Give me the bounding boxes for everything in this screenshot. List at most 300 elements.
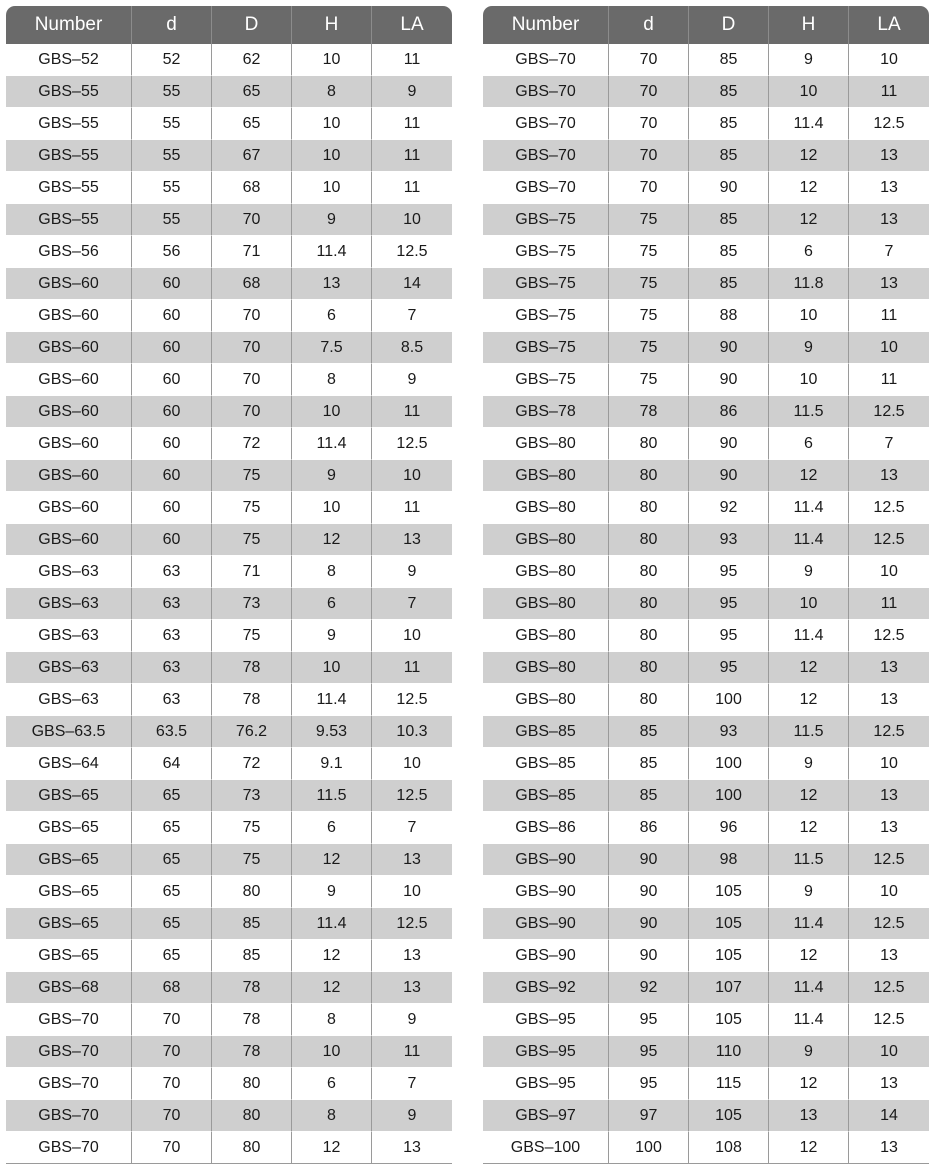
cell-d-outer: 96 (689, 812, 769, 844)
cell-d-inner: 64 (132, 748, 212, 780)
cell-number: GBS–80 (483, 428, 609, 460)
cell-number: GBS–63.5 (6, 716, 132, 748)
cell-number: GBS–56 (6, 236, 132, 268)
cell-d-inner: 75 (609, 364, 689, 396)
cell-d-outer: 70 (212, 332, 292, 364)
cell-number: GBS–75 (483, 236, 609, 268)
cell-d-outer: 75 (212, 620, 292, 652)
header-d-outer: D (689, 6, 769, 44)
cell-number: GBS–80 (483, 556, 609, 588)
cell-number: GBS–70 (6, 1100, 132, 1132)
table-row (6, 844, 452, 876)
cell-h: 10 (292, 492, 372, 524)
cell-h: 12 (769, 172, 849, 204)
cell-d-outer: 107 (689, 972, 769, 1004)
cell-d-inner: 70 (609, 44, 689, 76)
table-row (6, 460, 452, 492)
cell-number: GBS–90 (483, 844, 609, 876)
cell-number: GBS–75 (483, 332, 609, 364)
cell-d-inner: 55 (132, 108, 212, 140)
cell-d-outer: 90 (689, 364, 769, 396)
cell-d-outer: 105 (689, 1004, 769, 1036)
table-row (6, 908, 452, 940)
table-row (483, 364, 929, 396)
cell-number: GBS–63 (6, 556, 132, 588)
table-row (483, 76, 929, 108)
cell-h: 12 (292, 844, 372, 876)
cell-d-inner: 60 (132, 364, 212, 396)
cell-d-outer: 92 (689, 492, 769, 524)
cell-d-inner: 75 (609, 268, 689, 300)
cell-la: 11 (372, 492, 452, 524)
cell-d-outer: 100 (689, 780, 769, 812)
spec-table-left (6, 6, 452, 1164)
cell-la: 12.5 (849, 108, 929, 140)
cell-d-outer: 78 (212, 1036, 292, 1068)
cell-h: 13 (292, 268, 372, 300)
cell-d-outer: 70 (212, 204, 292, 236)
table-row (6, 588, 452, 620)
cell-h: 12 (769, 684, 849, 716)
table-row (6, 524, 452, 556)
cell-h: 11.4 (769, 972, 849, 1004)
cell-d-inner: 75 (609, 236, 689, 268)
cell-number: GBS–97 (483, 1100, 609, 1132)
cell-d-inner: 52 (132, 44, 212, 76)
cell-h: 11.4 (292, 684, 372, 716)
cell-d-inner: 63 (132, 556, 212, 588)
cell-number: GBS–60 (6, 460, 132, 492)
cell-number: GBS–63 (6, 652, 132, 684)
cell-number: GBS–70 (6, 1132, 132, 1164)
cell-d-inner: 95 (609, 1036, 689, 1068)
table-row (6, 780, 452, 812)
cell-d-inner: 100 (609, 1132, 689, 1164)
table-row (483, 108, 929, 140)
cell-d-outer: 75 (212, 460, 292, 492)
cell-h: 10 (769, 300, 849, 332)
cell-number: GBS–63 (6, 588, 132, 620)
cell-d-outer: 85 (689, 268, 769, 300)
table-row (483, 236, 929, 268)
cell-h: 8 (292, 364, 372, 396)
cell-number: GBS–80 (483, 652, 609, 684)
table-row (483, 1100, 929, 1132)
cell-la: 14 (372, 268, 452, 300)
header-number: Number (483, 6, 609, 44)
cell-h: 12 (292, 1132, 372, 1164)
header-h: H (769, 6, 849, 44)
table-row (483, 204, 929, 236)
cell-d-inner: 70 (132, 1068, 212, 1100)
table-row (483, 940, 929, 972)
cell-d-inner: 70 (132, 1132, 212, 1164)
table-row (6, 620, 452, 652)
cell-d-outer: 68 (212, 268, 292, 300)
cell-h: 10 (292, 172, 372, 204)
cell-la: 11 (849, 300, 929, 332)
cell-d-outer: 95 (689, 556, 769, 588)
cell-d-inner: 90 (609, 876, 689, 908)
cell-d-outer: 75 (212, 524, 292, 556)
header-row (6, 6, 452, 44)
cell-number: GBS–90 (483, 940, 609, 972)
cell-h: 9 (769, 44, 849, 76)
cell-d-outer: 105 (689, 876, 769, 908)
cell-number: GBS–55 (6, 204, 132, 236)
cell-number: GBS–85 (483, 716, 609, 748)
cell-d-outer: 70 (212, 364, 292, 396)
cell-la: 12.5 (849, 620, 929, 652)
cell-d-outer: 67 (212, 140, 292, 172)
table-row (6, 748, 452, 780)
cell-d-outer: 78 (212, 972, 292, 1004)
cell-d-inner: 90 (609, 940, 689, 972)
cell-h: 9 (292, 876, 372, 908)
cell-la: 12.5 (849, 396, 929, 428)
cell-d-outer: 80 (212, 1068, 292, 1100)
cell-number: GBS–65 (6, 780, 132, 812)
cell-d-outer: 65 (212, 76, 292, 108)
cell-number: GBS–60 (6, 268, 132, 300)
cell-la: 11 (372, 44, 452, 76)
cell-d-outer: 71 (212, 236, 292, 268)
header-d-inner: d (609, 6, 689, 44)
cell-h: 11.4 (769, 620, 849, 652)
cell-d-inner: 60 (132, 300, 212, 332)
cell-h: 12 (769, 812, 849, 844)
cell-la: 11 (372, 108, 452, 140)
table-row (6, 364, 452, 396)
cell-la: 10 (849, 876, 929, 908)
cell-h: 12 (769, 1132, 849, 1164)
cell-number: GBS–60 (6, 364, 132, 396)
cell-number: GBS–65 (6, 844, 132, 876)
cell-d-inner: 60 (132, 492, 212, 524)
cell-number: GBS–65 (6, 812, 132, 844)
cell-la: 13 (372, 844, 452, 876)
cell-d-outer: 85 (689, 204, 769, 236)
table-row (483, 1036, 929, 1068)
cell-d-inner: 85 (609, 716, 689, 748)
cell-d-inner: 70 (132, 1004, 212, 1036)
table-row (6, 684, 452, 716)
table-row (483, 172, 929, 204)
cell-d-inner: 75 (609, 300, 689, 332)
cell-number: GBS–75 (483, 204, 609, 236)
table-row (483, 1132, 929, 1164)
table-row (6, 492, 452, 524)
cell-d-outer: 115 (689, 1068, 769, 1100)
cell-d-outer: 98 (689, 844, 769, 876)
cell-la: 12.5 (372, 780, 452, 812)
cell-number: GBS–78 (483, 396, 609, 428)
cell-d-outer: 95 (689, 620, 769, 652)
cell-number: GBS–80 (483, 684, 609, 716)
cell-number: GBS–60 (6, 396, 132, 428)
cell-number: GBS–52 (6, 44, 132, 76)
cell-h: 12 (292, 940, 372, 972)
cell-d-inner: 80 (609, 460, 689, 492)
cell-number: GBS–70 (6, 1068, 132, 1100)
cell-d-inner: 85 (609, 748, 689, 780)
cell-la: 10 (849, 332, 929, 364)
cell-la: 11 (372, 396, 452, 428)
cell-h: 10 (292, 396, 372, 428)
cell-h: 10 (292, 140, 372, 172)
cell-d-inner: 55 (132, 140, 212, 172)
cell-la: 7 (849, 428, 929, 460)
table-row (6, 172, 452, 204)
cell-h: 11.4 (292, 236, 372, 268)
cell-la: 9 (372, 364, 452, 396)
table-row (6, 716, 452, 748)
cell-h: 10 (292, 652, 372, 684)
cell-d-outer: 80 (212, 1132, 292, 1164)
cell-h: 6 (292, 588, 372, 620)
cell-number: GBS–95 (483, 1068, 609, 1100)
table-row (483, 460, 929, 492)
cell-d-inner: 70 (609, 108, 689, 140)
cell-d-inner: 63 (132, 684, 212, 716)
cell-number: GBS–70 (483, 140, 609, 172)
cell-d-inner: 92 (609, 972, 689, 1004)
cell-h: 12 (292, 972, 372, 1004)
cell-number: GBS–55 (6, 172, 132, 204)
cell-h: 10 (769, 364, 849, 396)
cell-d-outer: 105 (689, 940, 769, 972)
cell-d-inner: 70 (609, 140, 689, 172)
cell-d-inner: 70 (132, 1100, 212, 1132)
cell-number: GBS–60 (6, 492, 132, 524)
cell-d-outer: 90 (689, 460, 769, 492)
cell-la: 7 (372, 300, 452, 332)
cell-d-outer: 105 (689, 908, 769, 940)
cell-h: 12 (769, 1068, 849, 1100)
cell-la: 10 (849, 748, 929, 780)
cell-la: 13 (849, 684, 929, 716)
cell-d-inner: 63 (132, 620, 212, 652)
cell-d-outer: 75 (212, 844, 292, 876)
cell-h: 12 (769, 652, 849, 684)
cell-number: GBS–70 (6, 1004, 132, 1036)
table-row (6, 556, 452, 588)
cell-d-inner: 60 (132, 268, 212, 300)
cell-la: 12.5 (849, 908, 929, 940)
cell-number: GBS–70 (483, 172, 609, 204)
cell-la: 12.5 (849, 524, 929, 556)
cell-la: 13 (849, 780, 929, 812)
cell-d-outer: 85 (212, 908, 292, 940)
cell-la: 13 (849, 812, 929, 844)
cell-la: 13 (372, 524, 452, 556)
table-row (6, 204, 452, 236)
cell-la: 13 (849, 172, 929, 204)
cell-d-inner: 95 (609, 1004, 689, 1036)
cell-la: 7 (849, 236, 929, 268)
cell-d-inner: 60 (132, 332, 212, 364)
cell-h: 11.5 (769, 716, 849, 748)
cell-h: 11.5 (292, 780, 372, 812)
table-body-right (483, 44, 929, 1164)
cell-h: 7.5 (292, 332, 372, 364)
cell-number: GBS–100 (483, 1132, 609, 1164)
cell-number: GBS–70 (483, 108, 609, 140)
cell-d-inner: 65 (132, 876, 212, 908)
cell-h: 9 (769, 748, 849, 780)
cell-number: GBS–92 (483, 972, 609, 1004)
cell-number: GBS–55 (6, 108, 132, 140)
cell-d-outer: 90 (689, 428, 769, 460)
cell-d-inner: 97 (609, 1100, 689, 1132)
cell-number: GBS–80 (483, 524, 609, 556)
cell-la: 12.5 (849, 716, 929, 748)
table-row (6, 652, 452, 684)
cell-d-inner: 80 (609, 588, 689, 620)
cell-d-inner: 80 (609, 428, 689, 460)
cell-la: 7 (372, 1068, 452, 1100)
cell-d-inner: 65 (132, 844, 212, 876)
cell-la: 13 (849, 1068, 929, 1100)
cell-number: GBS–85 (483, 780, 609, 812)
cell-h: 6 (292, 1068, 372, 1100)
table-row (483, 652, 929, 684)
table-row (483, 524, 929, 556)
cell-la: 13 (849, 940, 929, 972)
cell-la: 11 (849, 364, 929, 396)
cell-la: 13 (372, 940, 452, 972)
cell-d-inner: 55 (132, 204, 212, 236)
cell-d-outer: 108 (689, 1132, 769, 1164)
table-row (483, 44, 929, 76)
cell-d-outer: 76.2 (212, 716, 292, 748)
cell-number: GBS–60 (6, 300, 132, 332)
cell-d-inner: 95 (609, 1068, 689, 1100)
cell-la: 12.5 (849, 972, 929, 1004)
cell-number: GBS–75 (483, 268, 609, 300)
cell-la: 14 (849, 1100, 929, 1132)
cell-la: 10 (849, 44, 929, 76)
cell-h: 11.5 (769, 844, 849, 876)
cell-h: 12 (769, 940, 849, 972)
cell-number: GBS–70 (483, 44, 609, 76)
cell-la: 10 (372, 460, 452, 492)
cell-number: GBS–65 (6, 940, 132, 972)
cell-h: 11.4 (292, 908, 372, 940)
cell-number: GBS–95 (483, 1036, 609, 1068)
cell-d-inner: 80 (609, 652, 689, 684)
cell-d-outer: 85 (689, 236, 769, 268)
cell-number: GBS–85 (483, 748, 609, 780)
table-row (483, 428, 929, 460)
cell-d-inner: 90 (609, 908, 689, 940)
cell-number: GBS–60 (6, 428, 132, 460)
cell-number: GBS–80 (483, 588, 609, 620)
table-row (483, 748, 929, 780)
cell-d-outer: 70 (212, 396, 292, 428)
cell-d-inner: 55 (132, 76, 212, 108)
table-row (6, 236, 452, 268)
cell-number: GBS–70 (483, 76, 609, 108)
table-row (6, 268, 452, 300)
cell-la: 10 (372, 876, 452, 908)
cell-number: GBS–90 (483, 908, 609, 940)
cell-la: 13 (849, 204, 929, 236)
cell-d-outer: 75 (212, 812, 292, 844)
cell-h: 6 (769, 428, 849, 460)
cell-d-outer: 95 (689, 588, 769, 620)
cell-la: 11 (849, 76, 929, 108)
cell-h: 10 (292, 44, 372, 76)
cell-h: 10 (292, 1036, 372, 1068)
cell-number: GBS–86 (483, 812, 609, 844)
cell-d-inner: 63.5 (132, 716, 212, 748)
cell-la: 11 (849, 588, 929, 620)
cell-d-outer: 78 (212, 1004, 292, 1036)
cell-number: GBS–65 (6, 876, 132, 908)
cell-d-outer: 100 (689, 748, 769, 780)
cell-number: GBS–95 (483, 1004, 609, 1036)
header-d-inner: d (132, 6, 212, 44)
cell-d-outer: 85 (689, 108, 769, 140)
cell-d-inner: 65 (132, 940, 212, 972)
header-number: Number (6, 6, 132, 44)
cell-la: 12.5 (372, 236, 452, 268)
cell-la: 13 (849, 1132, 929, 1164)
cell-h: 6 (769, 236, 849, 268)
cell-h: 8 (292, 1100, 372, 1132)
cell-d-outer: 95 (689, 652, 769, 684)
cell-h: 8 (292, 556, 372, 588)
table-row (6, 1004, 452, 1036)
cell-d-outer: 78 (212, 652, 292, 684)
cell-h: 9 (769, 332, 849, 364)
table-row (483, 1004, 929, 1036)
cell-d-outer: 71 (212, 556, 292, 588)
cell-d-outer: 86 (689, 396, 769, 428)
cell-d-inner: 85 (609, 780, 689, 812)
cell-d-inner: 70 (132, 1036, 212, 1068)
cell-h: 11.8 (769, 268, 849, 300)
cell-h: 9 (292, 460, 372, 492)
cell-number: GBS–80 (483, 492, 609, 524)
table-row (6, 396, 452, 428)
cell-h: 8 (292, 1004, 372, 1036)
cell-d-outer: 62 (212, 44, 292, 76)
header-h: H (292, 6, 372, 44)
cell-la: 11 (372, 652, 452, 684)
cell-d-outer: 65 (212, 108, 292, 140)
cell-d-outer: 70 (212, 300, 292, 332)
cell-d-outer: 78 (212, 684, 292, 716)
table-row (6, 76, 452, 108)
table-row (483, 588, 929, 620)
cell-la: 12.5 (849, 1004, 929, 1036)
cell-d-inner: 65 (132, 780, 212, 812)
table-body-left (6, 44, 452, 1164)
cell-la: 9 (372, 76, 452, 108)
cell-la: 10 (372, 620, 452, 652)
cell-d-outer: 85 (689, 44, 769, 76)
cell-d-inner: 75 (609, 332, 689, 364)
cell-d-inner: 60 (132, 428, 212, 460)
cell-d-outer: 80 (212, 1100, 292, 1132)
cell-la: 9 (372, 556, 452, 588)
cell-number: GBS–90 (483, 876, 609, 908)
cell-d-inner: 86 (609, 812, 689, 844)
cell-d-outer: 105 (689, 1100, 769, 1132)
cell-d-inner: 65 (132, 812, 212, 844)
